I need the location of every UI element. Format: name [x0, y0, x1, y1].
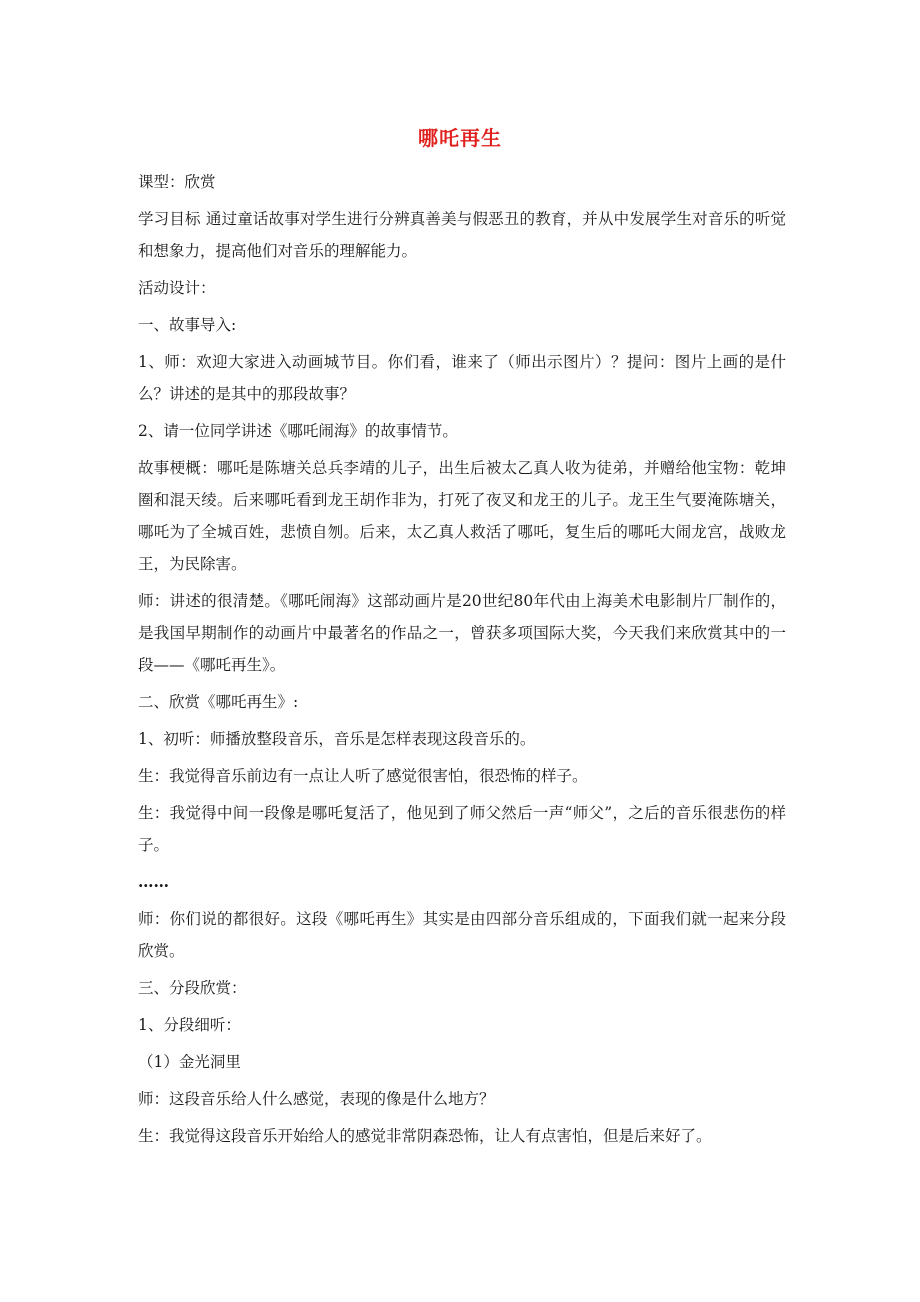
paragraph-teacher-comment: 师：讲述的很清楚。《哪吒闹海》这部动画片是20世纪80年代由上海美术电影制片厂制作的，是我国早期制作的动画片中最著名的作品之一，曾获多项国际大奖，今天我们来欣赏其中的一段——《哪吒再生》。 — [138, 592, 786, 674]
heading-section-appreciation: 三、分段欣赏： — [138, 979, 247, 997]
heading-appreciation: 二、欣赏《哪吒再生》: — [138, 693, 299, 711]
paragraph-ellipsis: …… — [138, 872, 169, 891]
paragraph-course-type: 课型：欣赏 — [138, 173, 216, 191]
paragraph-teacher-summary: 师：你们说的都很好。这段《哪吒再生》其实是由四部分音乐组成的，下面我们就一起来分段欣赏。 — [138, 910, 786, 960]
document-title: 哪吒再生 — [418, 126, 502, 150]
paragraph-first-listen: 1、初听：师播放整段音乐，音乐是怎样表现这段音乐的。 — [138, 730, 536, 748]
paragraph-teacher-question: 师：这段音乐给人什么感觉，表现的像是什么地方？ — [138, 1090, 495, 1108]
paragraph-story-summary: 故事梗概：哪吒是陈塘关总兵李靖的儿子，出生后被太乙真人收为徒弟，并赠给他宝物：乾坤圈和混天绫。后来哪吒看到龙王胡作非为，打死了夜叉和龙王的儿子。龙王生气要淹陈塘关，哪吒为了全城百姓，悲愤自刎。后来，太乙真人救活了哪吒，复生后的哪吒大闹龙宫，战败龙王，为民除害。 — [138, 459, 786, 573]
paragraph-student-answer-2: 生：我觉得中间一段像是哪吒复活了，他见到了师父然后一声“师父”，之后的音乐很悲伤的样子。 — [138, 804, 786, 854]
paragraph-activity-design: 活动设计： — [138, 279, 216, 297]
document-body — [138, 166, 786, 1157]
paragraph-student-answer-1: 生：我觉得音乐前边有一点让人听了感觉很害怕，很恐怖的样子。 — [138, 767, 588, 785]
paragraph-teacher-welcome: 1、师：欢迎大家进入动画城节目。你们看，谁来了（师出示图片）？提问：图片上画的是什么？讲述的是其中的那段故事？ — [138, 353, 786, 403]
heading-story-intro: 一、故事导入: — [138, 316, 237, 334]
paragraph-learning-goal: 学习目标 通过童话故事对学生进行分辨真善美与假恶丑的教育，并从中发展学生对音乐的听觉和想象力，提高他们对音乐的理解能力。 — [138, 210, 786, 260]
paragraph-golden-cave: （1）金光洞里 — [138, 1053, 241, 1071]
paragraph-section-listen: 1、分段细听： — [138, 1016, 241, 1034]
paragraph-student-answer-3: 生：我觉得这段音乐开始给人的感觉非常阴森恐怖，让人有点害怕，但是后来好了。 — [138, 1127, 712, 1145]
paragraph-student-retell: 2、请一位同学讲述《哪吒闹海》的故事情节。 — [138, 422, 458, 440]
